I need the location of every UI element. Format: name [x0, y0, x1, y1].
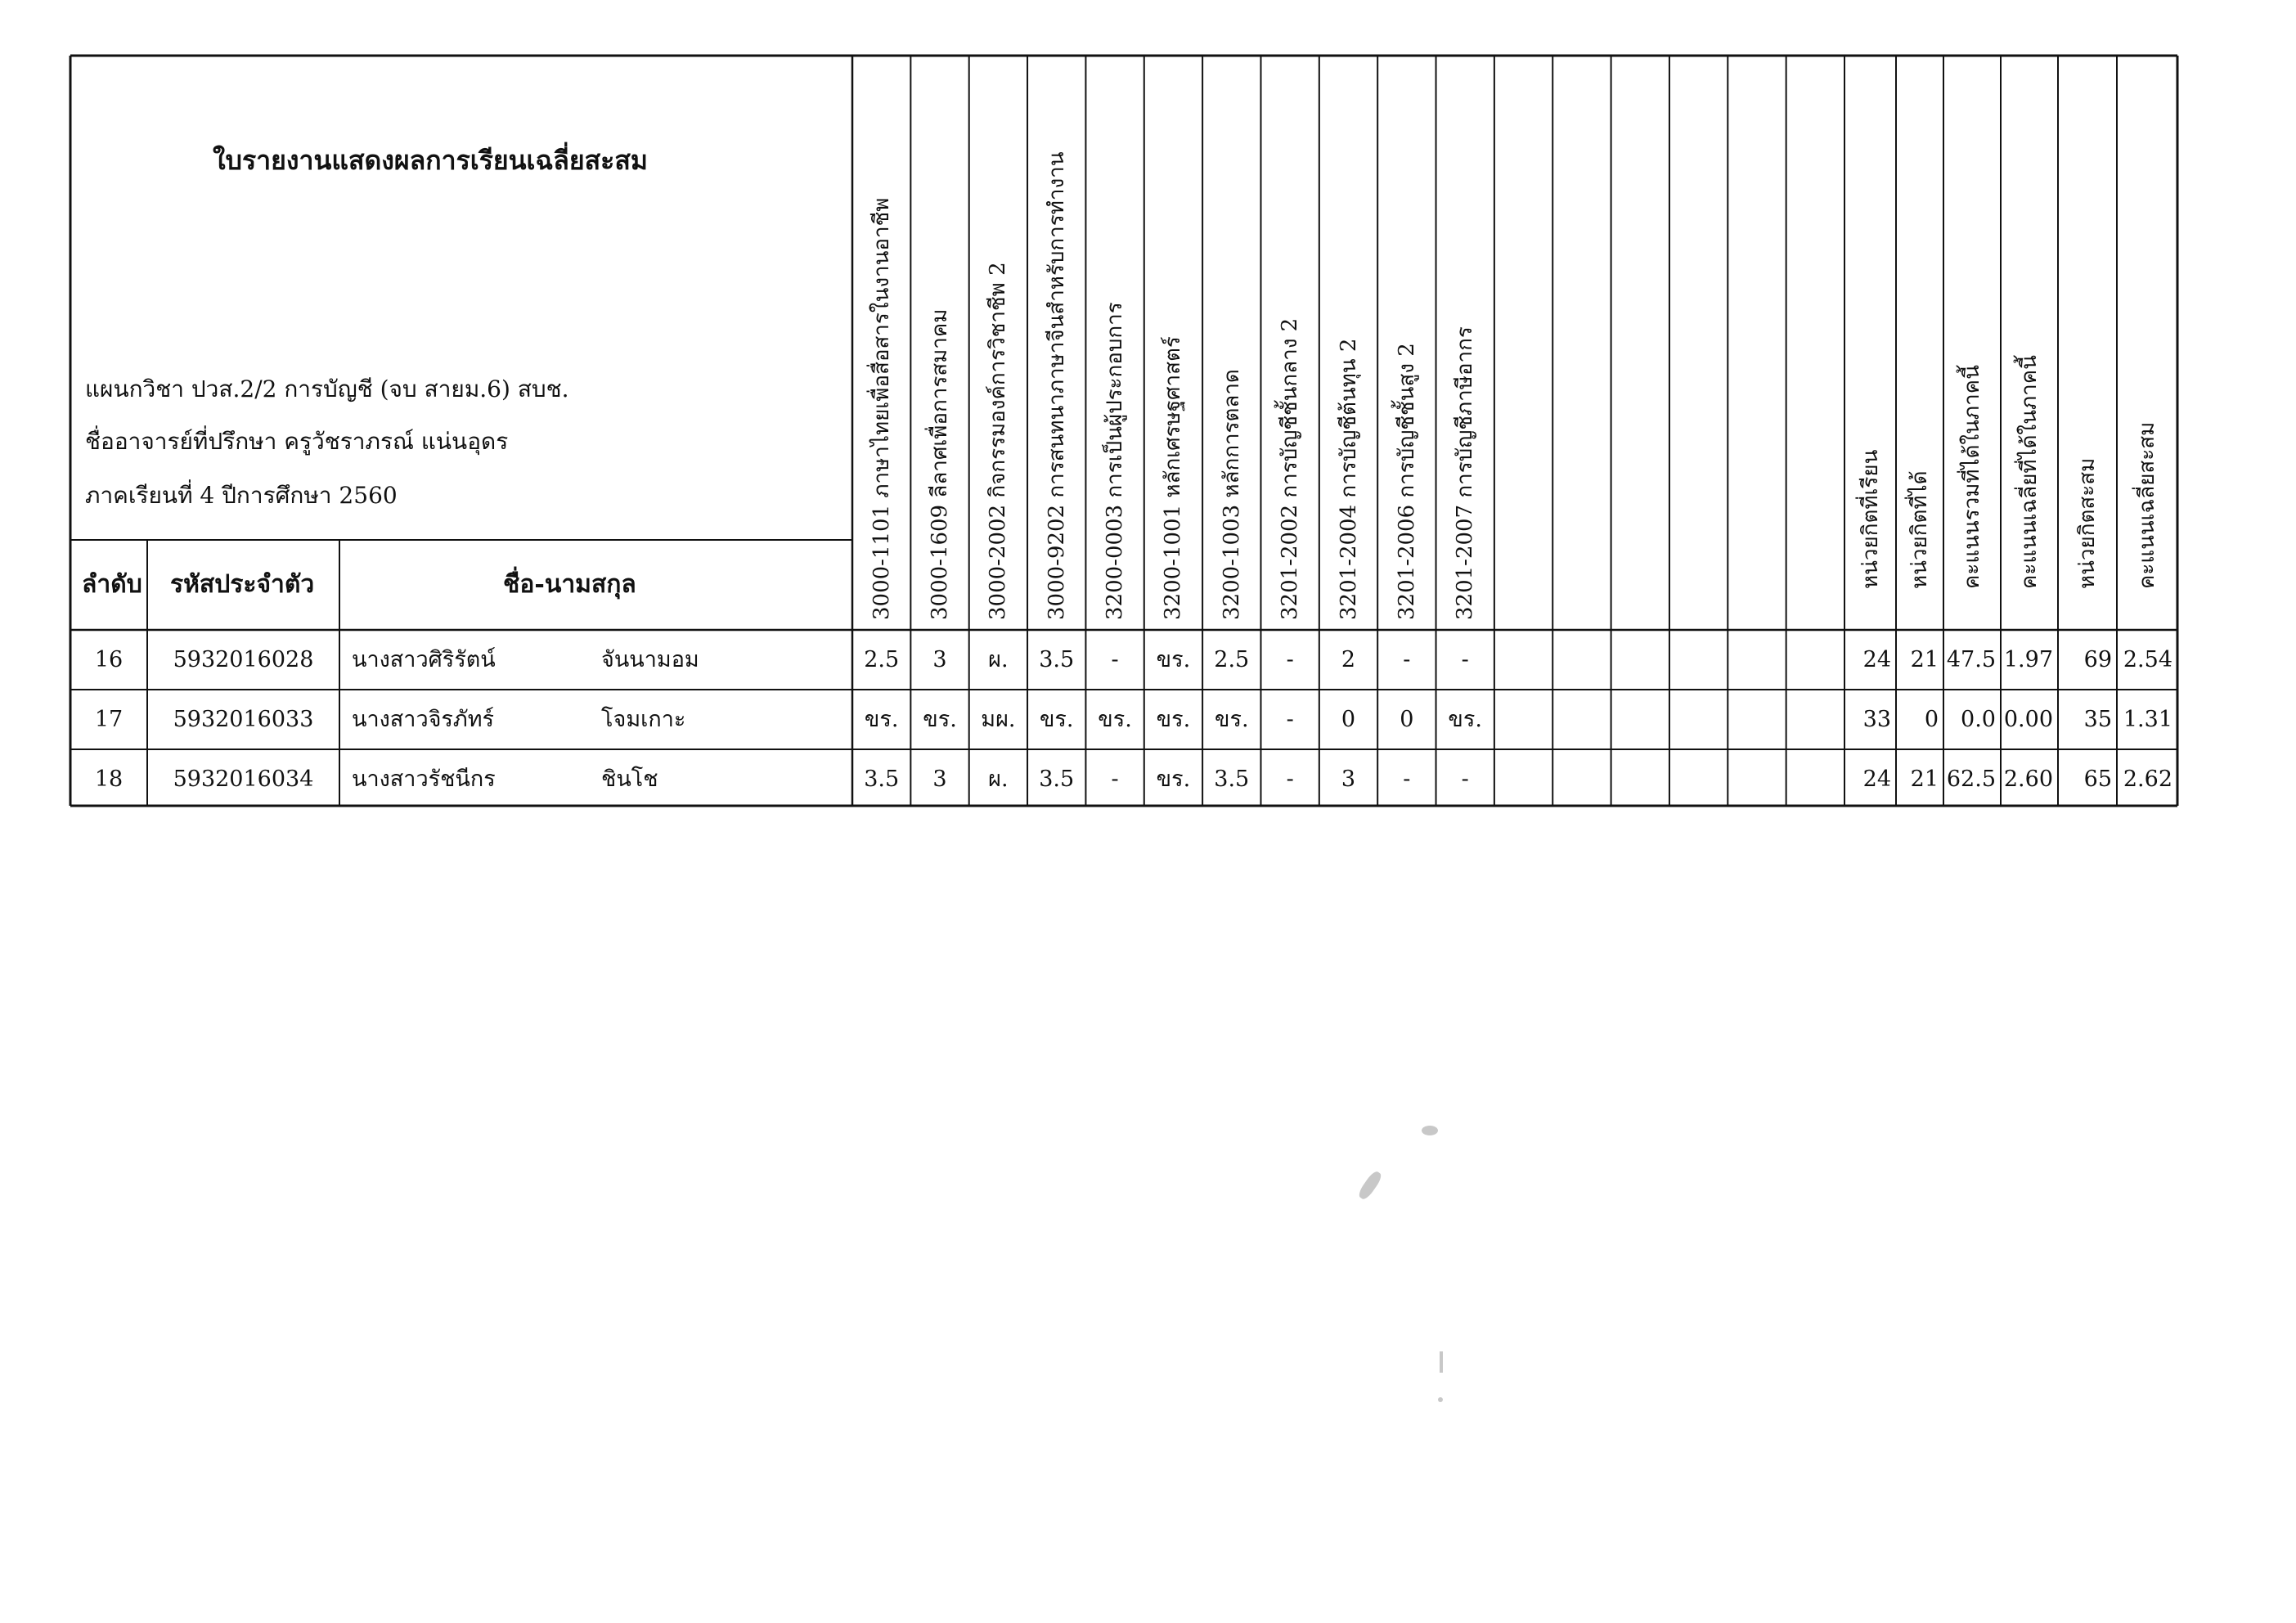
grade-cell: 3.5 — [864, 767, 900, 792]
summary-cell: 35 — [2083, 707, 2112, 732]
row-order: 17 — [94, 707, 124, 732]
grade-cell: 3.5 — [1214, 767, 1250, 792]
subject-header: 3201-2006 การบัญชีชั้นสูง 2 — [1394, 343, 1419, 620]
grade-cell: ขร. — [1156, 707, 1191, 732]
summary-cell: 2.54 — [2123, 647, 2172, 672]
summary-cell: 65 — [2083, 767, 2112, 792]
summary-cell: 0.00 — [2003, 707, 2053, 732]
advisor-line: ชื่ออาจารย์ที่ปรึกษา ครูวัชราภรณ์ แน่นอุดร — [85, 428, 509, 455]
department-line: แผนกวิชา ปวส.2/2 การบัญชี (จบ สายม.6) สบช. — [85, 375, 569, 402]
scan-mark — [1422, 1126, 1438, 1135]
grade-cell: - — [1111, 767, 1119, 792]
grade-cell: ขร. — [1098, 707, 1132, 732]
grade-cell: 0 — [1400, 707, 1414, 732]
summary-cell: 2.60 — [2003, 767, 2053, 792]
summary-cell: 69 — [2083, 647, 2112, 672]
row-order: 16 — [94, 647, 124, 672]
summary-cell: 0.0 — [1961, 707, 1996, 732]
grade-cell: ขร. — [1156, 767, 1191, 792]
grade-cell: 3.5 — [1039, 647, 1075, 672]
grade-cell: ผ. — [988, 647, 1009, 672]
summary-header: หน่วยกิตที่ได้ — [1907, 470, 1932, 589]
summary-cell: 24 — [1862, 767, 1891, 792]
scan-mark — [1438, 1397, 1443, 1402]
grade-cell: - — [1461, 767, 1469, 792]
grade-cell: ผ. — [988, 767, 1009, 792]
scan-mark — [1440, 1351, 1443, 1373]
grade-cell: - — [1403, 767, 1411, 792]
subject-header: 3201-2004 การบัญชีต้นทุน 2 — [1336, 338, 1361, 620]
subject-header: 3200-0003 การเป็นผู้ประกอบการ — [1103, 302, 1128, 620]
grade-cell: - — [1111, 647, 1119, 672]
row-student-id: 5932016033 — [173, 707, 314, 732]
header-name: ชื่อ-นามสกุล — [503, 570, 636, 599]
grade-cell: - — [1286, 647, 1294, 672]
grade-cell: ขร. — [1215, 707, 1249, 732]
subject-header: 3000-1609 ลีลาศเพื่อการสมาคม — [928, 308, 953, 620]
summary-cell: 0 — [1924, 707, 1939, 732]
grade-cell: ขร. — [923, 707, 957, 732]
grade-cell: มผ. — [981, 707, 1016, 732]
summary-header: หน่วยกิตที่เรียน — [1858, 449, 1883, 589]
row-first-name: นางสาวศิริรัตน์ — [352, 647, 496, 672]
row-order: 18 — [94, 767, 124, 792]
subject-header: 3000-1101 ภาษาไทยเพื่อสื่อสารในงานอาชีพ — [869, 197, 894, 620]
summary-cell: 21 — [1910, 647, 1939, 672]
row-first-name: นางสาวรัชนีกร — [352, 767, 496, 792]
summary-cell: 1.97 — [2003, 647, 2053, 672]
row-student-id: 5932016028 — [173, 647, 314, 672]
subject-header: 3000-2002 กิจกรรมองค์การวิชาชีพ 2 — [986, 262, 1011, 620]
summary-header: คะแนนเฉลี่ยสะสม — [2135, 421, 2159, 589]
summary-cell: 33 — [1862, 707, 1891, 732]
summary-cell: 47.5 — [1946, 647, 1996, 672]
subject-header: 3201-2002 การบัญชีชั้นกลาง 2 — [1278, 317, 1303, 620]
grade-cell: 3 — [932, 647, 947, 672]
row-last-name: โจมเกาะ — [601, 707, 686, 732]
grade-cell: - — [1286, 707, 1294, 732]
header-student-id: รหัสประจำตัว — [170, 570, 315, 599]
semester-line: ภาคเรียนที่ 4 ปีการศึกษา 2560 — [85, 482, 398, 509]
summary-header: คะแนนรวมที่ได้ในภาคนี้ — [1960, 365, 1984, 589]
grade-cell: ขร. — [1156, 647, 1191, 672]
summary-header: หน่วยกิตสะสม — [2075, 457, 2100, 589]
row-last-name: จันนามอม — [601, 647, 699, 672]
summary-cell: 21 — [1910, 767, 1939, 792]
report-title: ใบรายงานแสดงผลการเรียนเฉลี่ยสะสม — [213, 145, 648, 176]
summary-header: คะแนนเฉลี่ยที่ได้ในภาคนี้ — [2017, 355, 2042, 589]
grade-cell: - — [1403, 647, 1411, 672]
summary-cell: 1.31 — [2123, 707, 2172, 732]
grade-cell: 3.5 — [1039, 767, 1075, 792]
grade-cell: ขร. — [1039, 707, 1074, 732]
grade-cell: 2.5 — [864, 647, 900, 672]
grade-cell: 3 — [932, 767, 947, 792]
grade-cell: 2 — [1341, 647, 1356, 672]
row-last-name: ชินโช — [601, 767, 658, 792]
header-order: ลำดับ — [82, 570, 142, 599]
grade-cell: ขร. — [864, 707, 899, 732]
grade-cell: - — [1286, 767, 1294, 792]
summary-cell: 62.5 — [1946, 767, 1996, 792]
row-first-name: นางสาวจิรภัทร์ — [352, 707, 495, 732]
subject-header: 3000-9202 การสนทนาภาษาจีนสำหรับการทำงาน — [1044, 151, 1069, 620]
row-student-id: 5932016034 — [173, 767, 314, 792]
grade-cell: - — [1461, 647, 1469, 672]
grade-cell: ขร. — [1448, 707, 1482, 732]
subject-header: 3201-2007 การบัญชีภาษีอากร — [1453, 326, 1478, 620]
grade-cell: 3 — [1341, 767, 1356, 792]
summary-cell: 2.62 — [2123, 767, 2172, 792]
grade-cell: 0 — [1341, 707, 1356, 732]
subject-header: 3200-1001 หลักเศรษฐศาสตร์ — [1161, 336, 1186, 620]
grade-cell: 2.5 — [1214, 647, 1250, 672]
subject-header: 3200-1003 หลักการตลาด — [1219, 369, 1244, 620]
summary-cell: 24 — [1862, 647, 1891, 672]
